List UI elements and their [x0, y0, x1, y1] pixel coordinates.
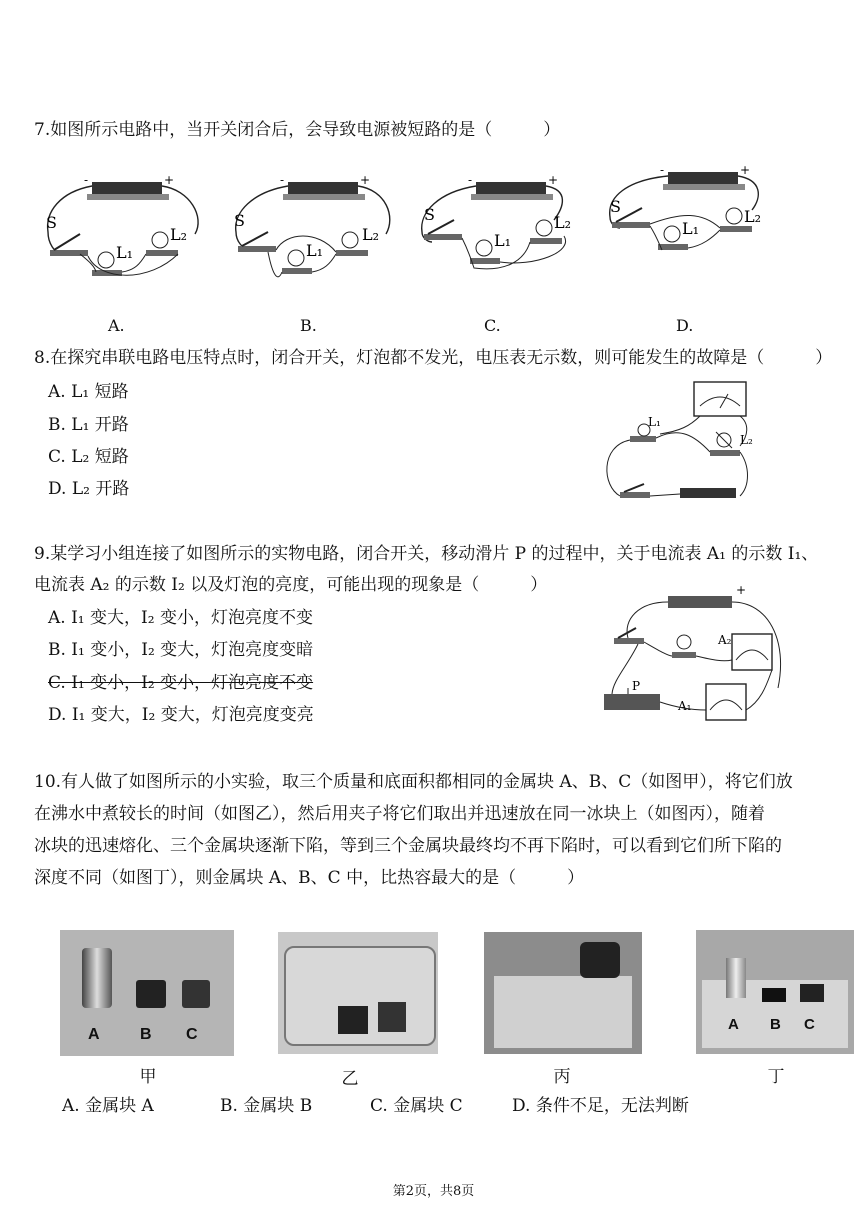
q10-stem-line1: 10.有人做了如图所示的小实验，取三个质量和底面积都相同的金属块 A、B、C（如图甲），将它们放: [34, 772, 793, 792]
photo-yi: [278, 932, 438, 1054]
q8-figure: [600, 376, 780, 516]
svg-text:L₂: L₂: [554, 213, 572, 232]
svg-text:S: S: [424, 205, 435, 224]
q7-stem: 7.如图所示电路中，当开关闭合后，会导致电源被短路的是（ ）: [34, 120, 561, 140]
q7-option-b[interactable]: B.: [300, 316, 317, 335]
q9-stem-line1: 9.某学习小组连接了如图所示的实物电路，闭合开关，移动滑片 P 的过程中，关于电流表 A₁ 的示数 I₁、: [34, 544, 819, 564]
caption-jia: 甲: [139, 1067, 157, 1087]
svg-text:+: +: [360, 173, 371, 187]
photo-ding: A B C: [696, 930, 854, 1054]
photo-jia: A B C: [60, 930, 234, 1056]
q10-stem-line4: 深度不同（如图丁），则金属块 A、B、C 中，比热容最大的是（ ）: [34, 868, 585, 888]
svg-text:-: -: [660, 163, 665, 177]
q8-option-a[interactable]: A. L₁ 短路: [48, 382, 129, 402]
switch-label: S: [46, 213, 57, 232]
q8-option-c[interactable]: C. L₂ 短路: [48, 447, 129, 467]
svg-text:P: P: [632, 679, 641, 693]
q9-option-c[interactable]: C. I₁ 变小，I₂ 变小，灯泡亮度不变: [48, 673, 314, 693]
svg-text:L₁: L₁: [648, 415, 661, 429]
caption-ding: 丁: [767, 1067, 785, 1087]
q10-option-a[interactable]: A. 金属块 A: [62, 1096, 154, 1116]
q7-circuit-d: [602, 162, 772, 282]
plus-label: +: [164, 173, 175, 187]
q10-option-b[interactable]: B. 金属块 B: [220, 1096, 313, 1116]
q8-option-d[interactable]: D. L₂ 开路: [48, 479, 130, 499]
q9-stem-line2: 电流表 A₂ 的示数 I₂ 以及灯泡的亮度，可能出现的现象是（ ）: [34, 575, 548, 595]
svg-text:-: -: [468, 173, 473, 187]
q8-stem: 8.在探究串联电路电压特点时，闭合开关，灯泡都不发光，电压表无示数，则可能发生的故障是（ ）: [34, 348, 833, 368]
svg-text:L₂: L₂: [362, 225, 380, 244]
photo-bing: [484, 932, 642, 1054]
svg-text:S: S: [610, 197, 621, 216]
q9-figure: [598, 580, 798, 740]
q8-option-b[interactable]: B. L₁ 开路: [48, 415, 129, 435]
svg-text:L₂: L₂: [740, 433, 753, 447]
svg-text:-: -: [280, 173, 285, 187]
q10-option-d[interactable]: D. 条件不足，无法判断: [512, 1096, 689, 1116]
q9-option-b[interactable]: B. I₁ 变小，I₂ 变大，灯泡亮度变暗: [48, 640, 314, 660]
q7-option-a[interactable]: A.: [108, 316, 125, 335]
caption-bing: 丙: [553, 1067, 571, 1087]
svg-text:+: +: [736, 583, 747, 597]
minus-label: -: [84, 173, 89, 187]
q7-circuit-b: [228, 172, 398, 292]
q7-circuit-c: [414, 172, 584, 292]
q10-option-c[interactable]: C. 金属块 C: [370, 1096, 463, 1116]
lamp1-label: L₁: [116, 243, 134, 262]
q9-option-a[interactable]: A. I₁ 变大，I₂ 变小，灯泡亮度不变: [48, 608, 313, 628]
svg-text:L₁: L₁: [682, 219, 700, 238]
svg-text:L₁: L₁: [494, 231, 512, 250]
q7-circuit-a: [40, 172, 210, 292]
svg-text:L₁: L₁: [306, 241, 324, 260]
q7-option-c[interactable]: C.: [484, 316, 501, 335]
q7-option-d[interactable]: D.: [676, 316, 694, 335]
svg-text:+: +: [548, 173, 559, 187]
svg-text:A₁: A₁: [678, 699, 692, 713]
q9-option-d[interactable]: D. I₁ 变大，I₂ 变大，灯泡亮度变亮: [48, 705, 314, 725]
svg-text:L₂: L₂: [744, 207, 762, 226]
page-footer: 第2页，共8页: [392, 1184, 475, 1199]
lamp2-label: L₂: [170, 225, 188, 244]
q10-stem-line2: 在沸水中煮较长的时间（如图乙），然后用夹子将它们取出并迅速放在同一冰块上（如图丙），随着: [34, 804, 765, 824]
svg-text:S: S: [234, 211, 245, 230]
svg-text:+: +: [740, 163, 751, 177]
caption-yi: 乙: [341, 1069, 359, 1089]
svg-text:A₂: A₂: [718, 633, 732, 647]
q10-stem-line3: 冰块的迅速熔化、三个金属块逐渐下陷，等到三个金属块最终均不再下陷时，可以看到它们所下陷的: [34, 836, 782, 856]
